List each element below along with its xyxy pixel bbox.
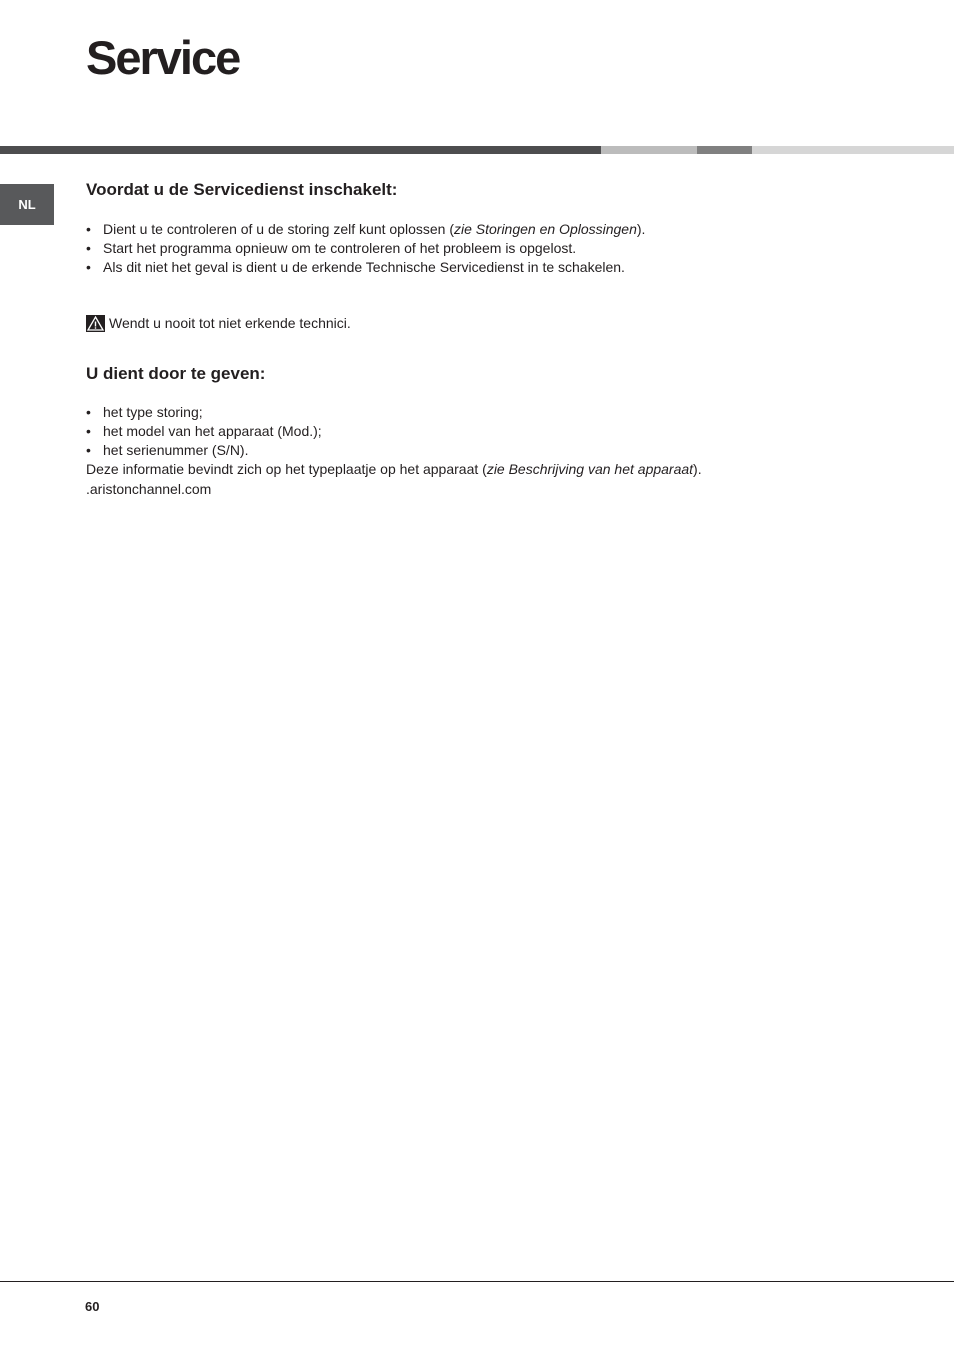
- to-provide-list: [86, 403, 322, 460]
- bullet: •: [86, 404, 91, 420]
- list-item-text: het type storing;: [103, 404, 203, 420]
- list-item: [86, 403, 322, 422]
- section-heading-to-provide: U dient door te geven:: [86, 364, 266, 383]
- bullet: •: [86, 259, 91, 275]
- list-item-suffix: ).: [636, 221, 646, 237]
- list-item-text: Dient u te controleren of u de storing zelf kunt oplossen (: [103, 221, 454, 237]
- info-suffix: ).: [693, 461, 702, 477]
- header-bar-mid: [697, 146, 752, 154]
- info-text: Deze informatie bevindt zich op het typeplaatje op het apparaat (: [86, 461, 487, 477]
- footer-divider: [0, 1281, 954, 1282]
- header-bar-dark: [0, 146, 601, 154]
- cross-reference: zie Storingen en Oplossingen: [453, 221, 637, 237]
- before-calling-list: [86, 220, 786, 277]
- bullet: •: [86, 221, 91, 237]
- header-bar-light-end: [752, 146, 954, 154]
- bullet: •: [86, 442, 91, 458]
- list-item: [86, 258, 786, 277]
- info-paragraph: [86, 460, 702, 479]
- page-title: Service: [86, 31, 240, 84]
- list-item: [86, 239, 786, 258]
- website-link[interactable]: .aristonchannel.com: [86, 481, 212, 497]
- section-heading-before-calling: Voordat u de Servicedienst inschakelt:: [86, 180, 398, 199]
- list-item: [86, 422, 322, 441]
- list-item: [86, 441, 322, 460]
- list-item-text: het serienummer (S/N).: [103, 442, 249, 458]
- language-tab: NL: [0, 184, 54, 225]
- bullet: •: [86, 423, 91, 439]
- list-item-text: Start het programma opnieuw om te controleren of het probleem is opgelost.: [103, 240, 577, 256]
- warning-text: Wendt u nooit tot niet erkende technici.: [109, 315, 351, 331]
- page-number: 60: [85, 1299, 100, 1314]
- bullet: •: [86, 240, 91, 256]
- warning-note: [86, 314, 351, 333]
- cross-reference: zie Beschrijving van het apparaat: [486, 461, 694, 477]
- list-item-text: Als dit niet het geval is dient u de erkende Technische Servicedienst in te schakelen.: [103, 259, 625, 275]
- list-item-text: het model van het apparaat (Mod.);: [103, 423, 322, 439]
- header-bar-light: [601, 146, 697, 154]
- list-item: [86, 220, 786, 239]
- warning-triangle-icon: [86, 315, 105, 332]
